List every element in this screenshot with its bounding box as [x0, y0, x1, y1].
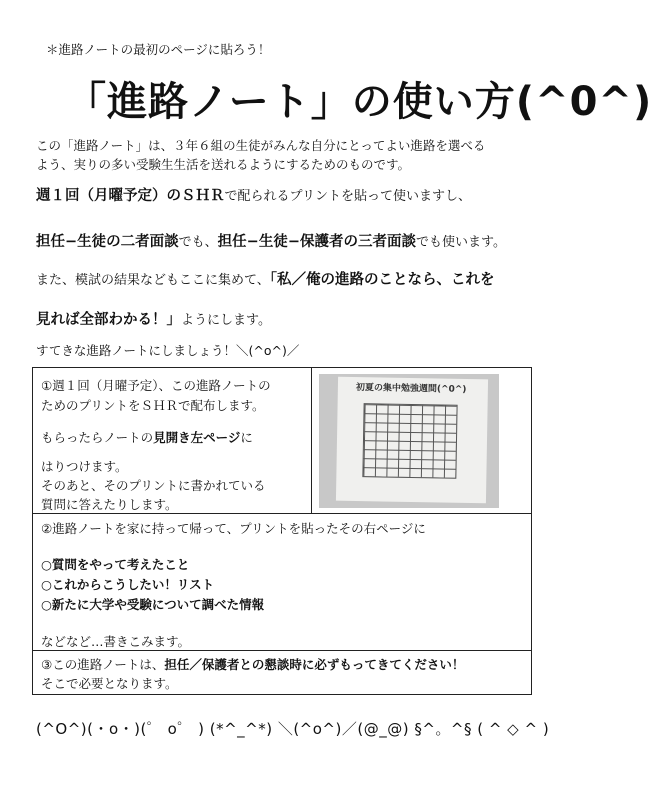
row-3-line-1-bold: 担任／保護者との懇談時に必ずもってきてください！	[164, 657, 465, 672]
closing-line: すてきな進路ノートにしましょう！＼(^o^)／	[36, 343, 300, 358]
emoticon-row: (^O^)(・o・)(゜ o゜ ) (*^_^*) ＼(^o^)／(@_@) §^。^§ ( ^ ◇ ^ )	[36, 720, 550, 738]
row-1-line-1: ①週１回（月曜予定）、この進路ノートの	[41, 378, 271, 393]
shr-bold-text: 週１回（月曜予定）のＳＨＲ	[36, 188, 225, 204]
intro-line-2: よう、実りの多い受験生生活を送れるようにするためのものです。	[36, 157, 411, 172]
row-1-text-cell	[33, 368, 312, 513]
row-1-line-3-start: もらったらノートの	[41, 430, 154, 445]
intro-line-1: この「進路ノート」は、３年６組の生徒がみんな自分にとってよい進路を選べる	[36, 138, 486, 153]
mendan-end: でも使います。	[415, 235, 506, 250]
mireba-bold: 見れば全部わかる！」	[36, 312, 181, 328]
moshi-start: また、模試の結果などもここに集めて、	[36, 273, 270, 288]
mendan-mid: でも、	[178, 235, 218, 250]
header-note: ＊進路ノートの最初のページに貼ろう！	[46, 42, 271, 57]
row-1-line-3-end: に	[240, 430, 253, 445]
printout-title: 初夏の集中勉強週間(^0^)	[355, 383, 467, 395]
row-1-line-5: そのあと、そのプリントに書かれている	[41, 478, 266, 493]
row-1-line-6: 質問に答えたりします。	[41, 497, 178, 512]
table-row-1	[33, 368, 531, 514]
mireba-paragraph	[36, 308, 271, 329]
intro-paragraph	[36, 136, 485, 174]
mendan-paragraph	[36, 230, 506, 251]
mendan-bold-1: 担任−生徒の二者面談	[36, 234, 179, 250]
instruction-table	[32, 367, 532, 695]
row-2-item-1: ○質問をやって考えたこと	[41, 557, 190, 572]
row-1-line-4: はりつけます。	[41, 459, 128, 474]
shr-paragraph	[36, 184, 471, 205]
notebook-photo	[319, 374, 499, 508]
row-2-line-1: ②進路ノートを家に持って帰って、プリントを貼ったその右ページに	[41, 521, 426, 536]
row-3-line-1-start: ③この進路ノートは、	[41, 657, 165, 672]
row-2-item-3: ○新たに大学や受験について調べた情報	[41, 597, 265, 612]
moshi-paragraph	[36, 268, 495, 289]
row-2-item-2: ○これからこうしたい！リスト	[41, 577, 215, 592]
row-1-line-3-bold: 見開き左ページ	[153, 430, 241, 445]
mendan-bold-2: 担任−生徒−保護者の三者面談	[217, 234, 416, 250]
row-2-line-end: などなど…書きこみます。	[41, 634, 191, 649]
printout-sheet	[336, 377, 488, 504]
shr-text: で配られるプリントを貼って使いますし、	[224, 189, 471, 204]
page-title: 「進路ノート」の使い方(^0^)	[66, 79, 652, 125]
printout-grid	[362, 403, 457, 479]
row-1-line-3	[41, 428, 253, 446]
mireba-end: ようにします。	[181, 313, 271, 328]
table-row-3	[33, 650, 531, 694]
row-3-line-2: そこで必要となります。	[41, 676, 178, 691]
moshi-bold: 「私／俺の進路のことなら、これを	[269, 272, 495, 288]
table-row-2	[33, 513, 531, 651]
row-3-line-1	[41, 655, 464, 673]
row-1-line-2: ためのプリントをＳＨＲで配布します。	[41, 398, 265, 413]
